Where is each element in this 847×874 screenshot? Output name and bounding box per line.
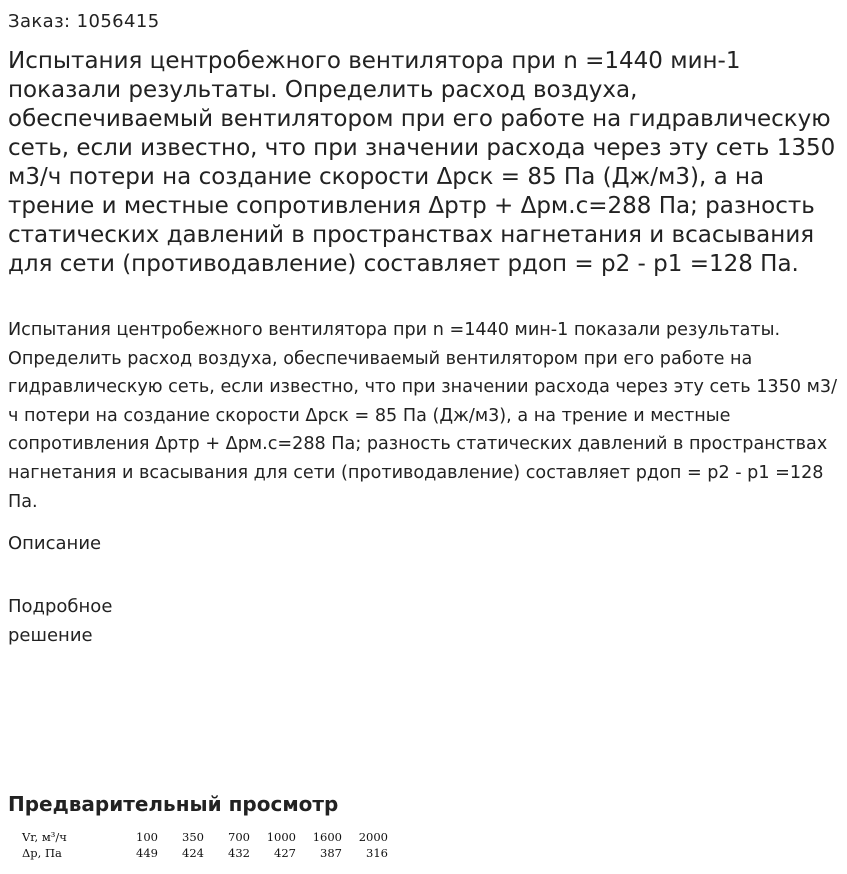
preview-table xyxy=(22,829,388,861)
table-cell: 449 xyxy=(136,846,158,860)
table-cell: 387 xyxy=(320,846,342,860)
table-cell: 1600 xyxy=(312,830,342,844)
preview-title: Предварительный просмотр xyxy=(8,792,339,816)
table-cell: 432 xyxy=(228,846,250,860)
row-label: Δp, Па xyxy=(22,846,62,860)
table-cell: 700 xyxy=(228,830,250,844)
task-title: Испытания центробежного вентилятора при n =1440 мин-1 показали результаты. Определить расход воздуха, обеспечиваемый вентилятором при его работе на гидравлическую сеть, если известно, что при значении расхода через эту сеть 1350 м3/ч потери на создание скорости Δpск = 85 Па (Дж/м3), а на трение и местные сопротивления Δpтр + Δpм.с=288 Па; разность статических давлений в пространствах нагнетания и всасывания для сети (противодавление) составляет pдоп = p2 - p1 =128 Па. xyxy=(8,48,836,277)
table-cell: 350 xyxy=(182,830,204,844)
table-row xyxy=(22,829,388,845)
row-label: Vr, м³/ч xyxy=(22,830,67,844)
table-cell: 424 xyxy=(182,846,204,860)
table-cell: 2000 xyxy=(358,830,388,844)
table-cell: 427 xyxy=(274,846,296,860)
description-label: Описание xyxy=(8,533,102,554)
table-cell: 316 xyxy=(366,846,388,860)
table-cell: 100 xyxy=(136,830,158,844)
solution-label: Подробное решение xyxy=(8,596,113,646)
task-body: Испытания центробежного вентилятора при n =1440 мин-1 показали результаты. Определить расход воздуха, обеспечиваемый вентилятором при его работе на гидравлическую сеть, если известно, что при значении расхода через эту сеть 1350 м3/ч потери на создание скорости Δpск = 85 Па (Дж/м3), а на трение и местные сопротивления Δpтр + Δpм.с=288 Па; разность статических давлений в пространствах нагнетания и всасывания для сети (противодавление) составляет pдоп = p2 - p1 =128 Па. xyxy=(8,320,837,512)
table-row xyxy=(22,845,388,861)
order-number: Заказ: 1056415 xyxy=(8,11,160,32)
table-cell: 1000 xyxy=(266,830,296,844)
